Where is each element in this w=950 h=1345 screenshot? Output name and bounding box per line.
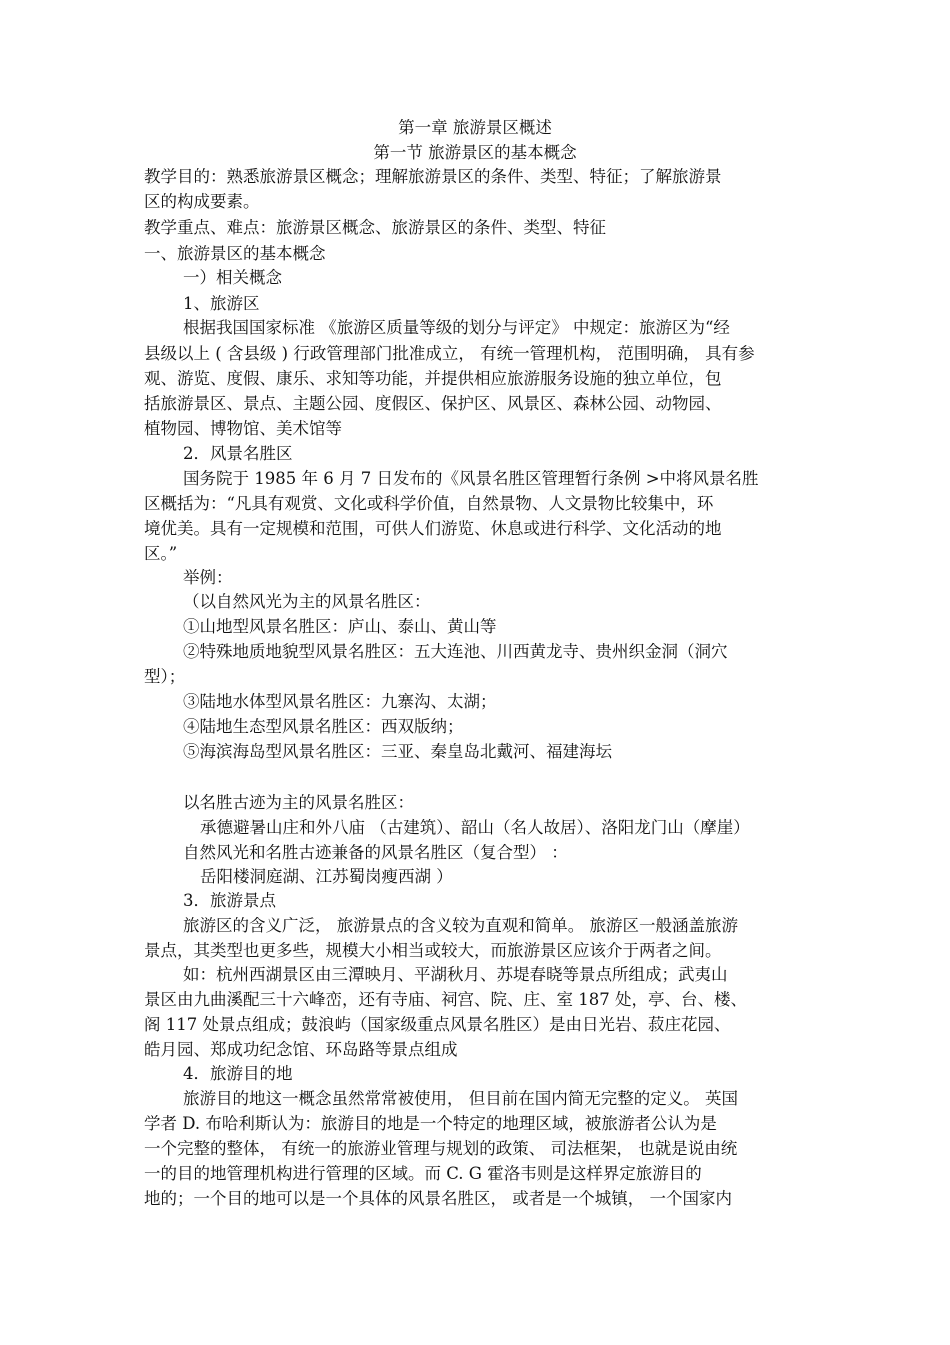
text-line: 2．风景名胜区 [183,444,293,463]
text-line: ⑤海滨海岛型风景名胜区：三亚、秦皇岛北戴河、福建海坛 [183,742,612,761]
text-line: 一、旅游景区的基本概念 [144,244,326,263]
text-line: 观、游览、度假、康乐、求知等功能，并提供相应旅游服务设施的独立单位，包 [144,369,722,388]
text-line: 以名胜古迹为主的风景名胜区： [183,793,414,812]
text-line: 一的目的地管理机构进行管理的区域。而 C. G 霍洛韦则是这样界定旅游目的 [144,1164,702,1183]
text-line: ②特殊地质地貌型风景名胜区：五大连池、川西黄龙寺、贵州织金洞（洞穴 [183,642,728,661]
text-line: 教学重点、难点：旅游景区概念、旅游景区的条件、类型、特征 [144,218,606,237]
text-line: 4．旅游目的地 [183,1064,293,1083]
text-line: （以自然风光为主的风景名胜区： [183,592,431,611]
text-line: 如：杭州西湖景区由三潭映月、平湖秋月、苏堤春晓等景点所组成；武夷山 [183,965,728,984]
section-title: 第一节 旅游景区的基本概念 [373,143,577,162]
text-line: 景区由九曲溪配三十六峰峦，还有寺庙、祠宫、院、庄、室 187 处，亭、台、楼、 [144,990,747,1009]
text-line: 阁 117 处景点组成；鼓浪屿（国家级重点风景名胜区）是由日光岩、菽庄花园、 [144,1015,731,1034]
text-line: 境优美。具有一定规模和范围，可供人们游览、休息或进行科学、文化活动的地 [144,519,722,538]
text-line: 岳阳楼洞庭湖、江苏蜀岗瘦西湖 ） [200,867,453,886]
text-line: 区概括为：“凡具有观赏、文化或科学价值，自然景物、人文景物比较集中，环 [144,494,714,513]
text-line: 型）； [144,667,186,686]
text-line: 一）相关概念 [183,268,282,287]
text-line: 国务院于 1985 年 6 月 7 日发布的《风景名胜区管理暂行条例 >中将风景名胜 [183,469,759,488]
text-line: 1、旅游区 [183,294,260,313]
text-line: ③陆地水体型风景名胜区：九寨沟、太湖； [183,692,497,711]
text-line: 区。” [144,544,178,563]
chapter-title: 第一章 旅游景区概述 [398,118,552,137]
text-line: 地的；一个目的地可以是一个具体的风景名胜区， 或者是一个城镇， 一个国家内 [144,1189,732,1208]
text-line: 一个完整的整体， 有统一的旅游业管理与规划的政策、 司法框架， 也就是说由统 [144,1139,738,1158]
text-line: 旅游区的含义广泛， 旅游景点的含义较为直观和简单。 旅游区一般涵盖旅游 [183,916,738,935]
text-line: 皓月园、郑成功纪念馆、环岛路等景点组成 [144,1040,458,1059]
text-line: 教学目的：熟悉旅游景区概念；理解旅游景区的条件、类型、特征；了解旅游景 [144,167,722,186]
text-line: 根据我国国家标准 《旅游区质量等级的划分与评定》 中规定：旅游区为“经 [183,318,730,337]
text-line: 举例： [183,568,233,587]
text-line: 景点，其类型也更多些，规模大小相当或较大，而旅游景区应该介于两者之间。 [144,941,722,960]
text-line: 植物园、博物馆、美术馆等 [144,419,342,438]
text-line: 括旅游景区、景点、主题公园、度假区、保护区、风景区、森林公园、动物园、 [144,394,722,413]
text-line: 自然风光和名胜古迹兼备的风景名胜区（复合型） ： [183,843,568,862]
text-line: 县级以上 ( 含县级 ) 行政管理部门批准成立， 有统一管理机构， 范围明确， 具有参 [144,344,755,363]
text-line: 承德避暑山庄和外八庙 （古建筑）、韶山（名人故居）、洛阳龙门山（摩崖） [200,818,750,837]
text-line: 旅游目的地这一概念虽然常常被使用， 但目前在国内简无完整的定义。 英国 [183,1089,738,1108]
text-line: ④陆地生态型风景名胜区：西双版纳； [183,717,464,736]
text-line: 区的构成要素。 [144,192,260,211]
text-line: ①山地型风景名胜区：庐山、泰山、黄山等 [183,617,497,636]
text-line: 3．旅游景点 [183,891,276,910]
text-line: 学者 D. 布哈利斯认为：旅游目的地是一个特定的地理区域，被旅游者公认为是 [144,1114,717,1133]
